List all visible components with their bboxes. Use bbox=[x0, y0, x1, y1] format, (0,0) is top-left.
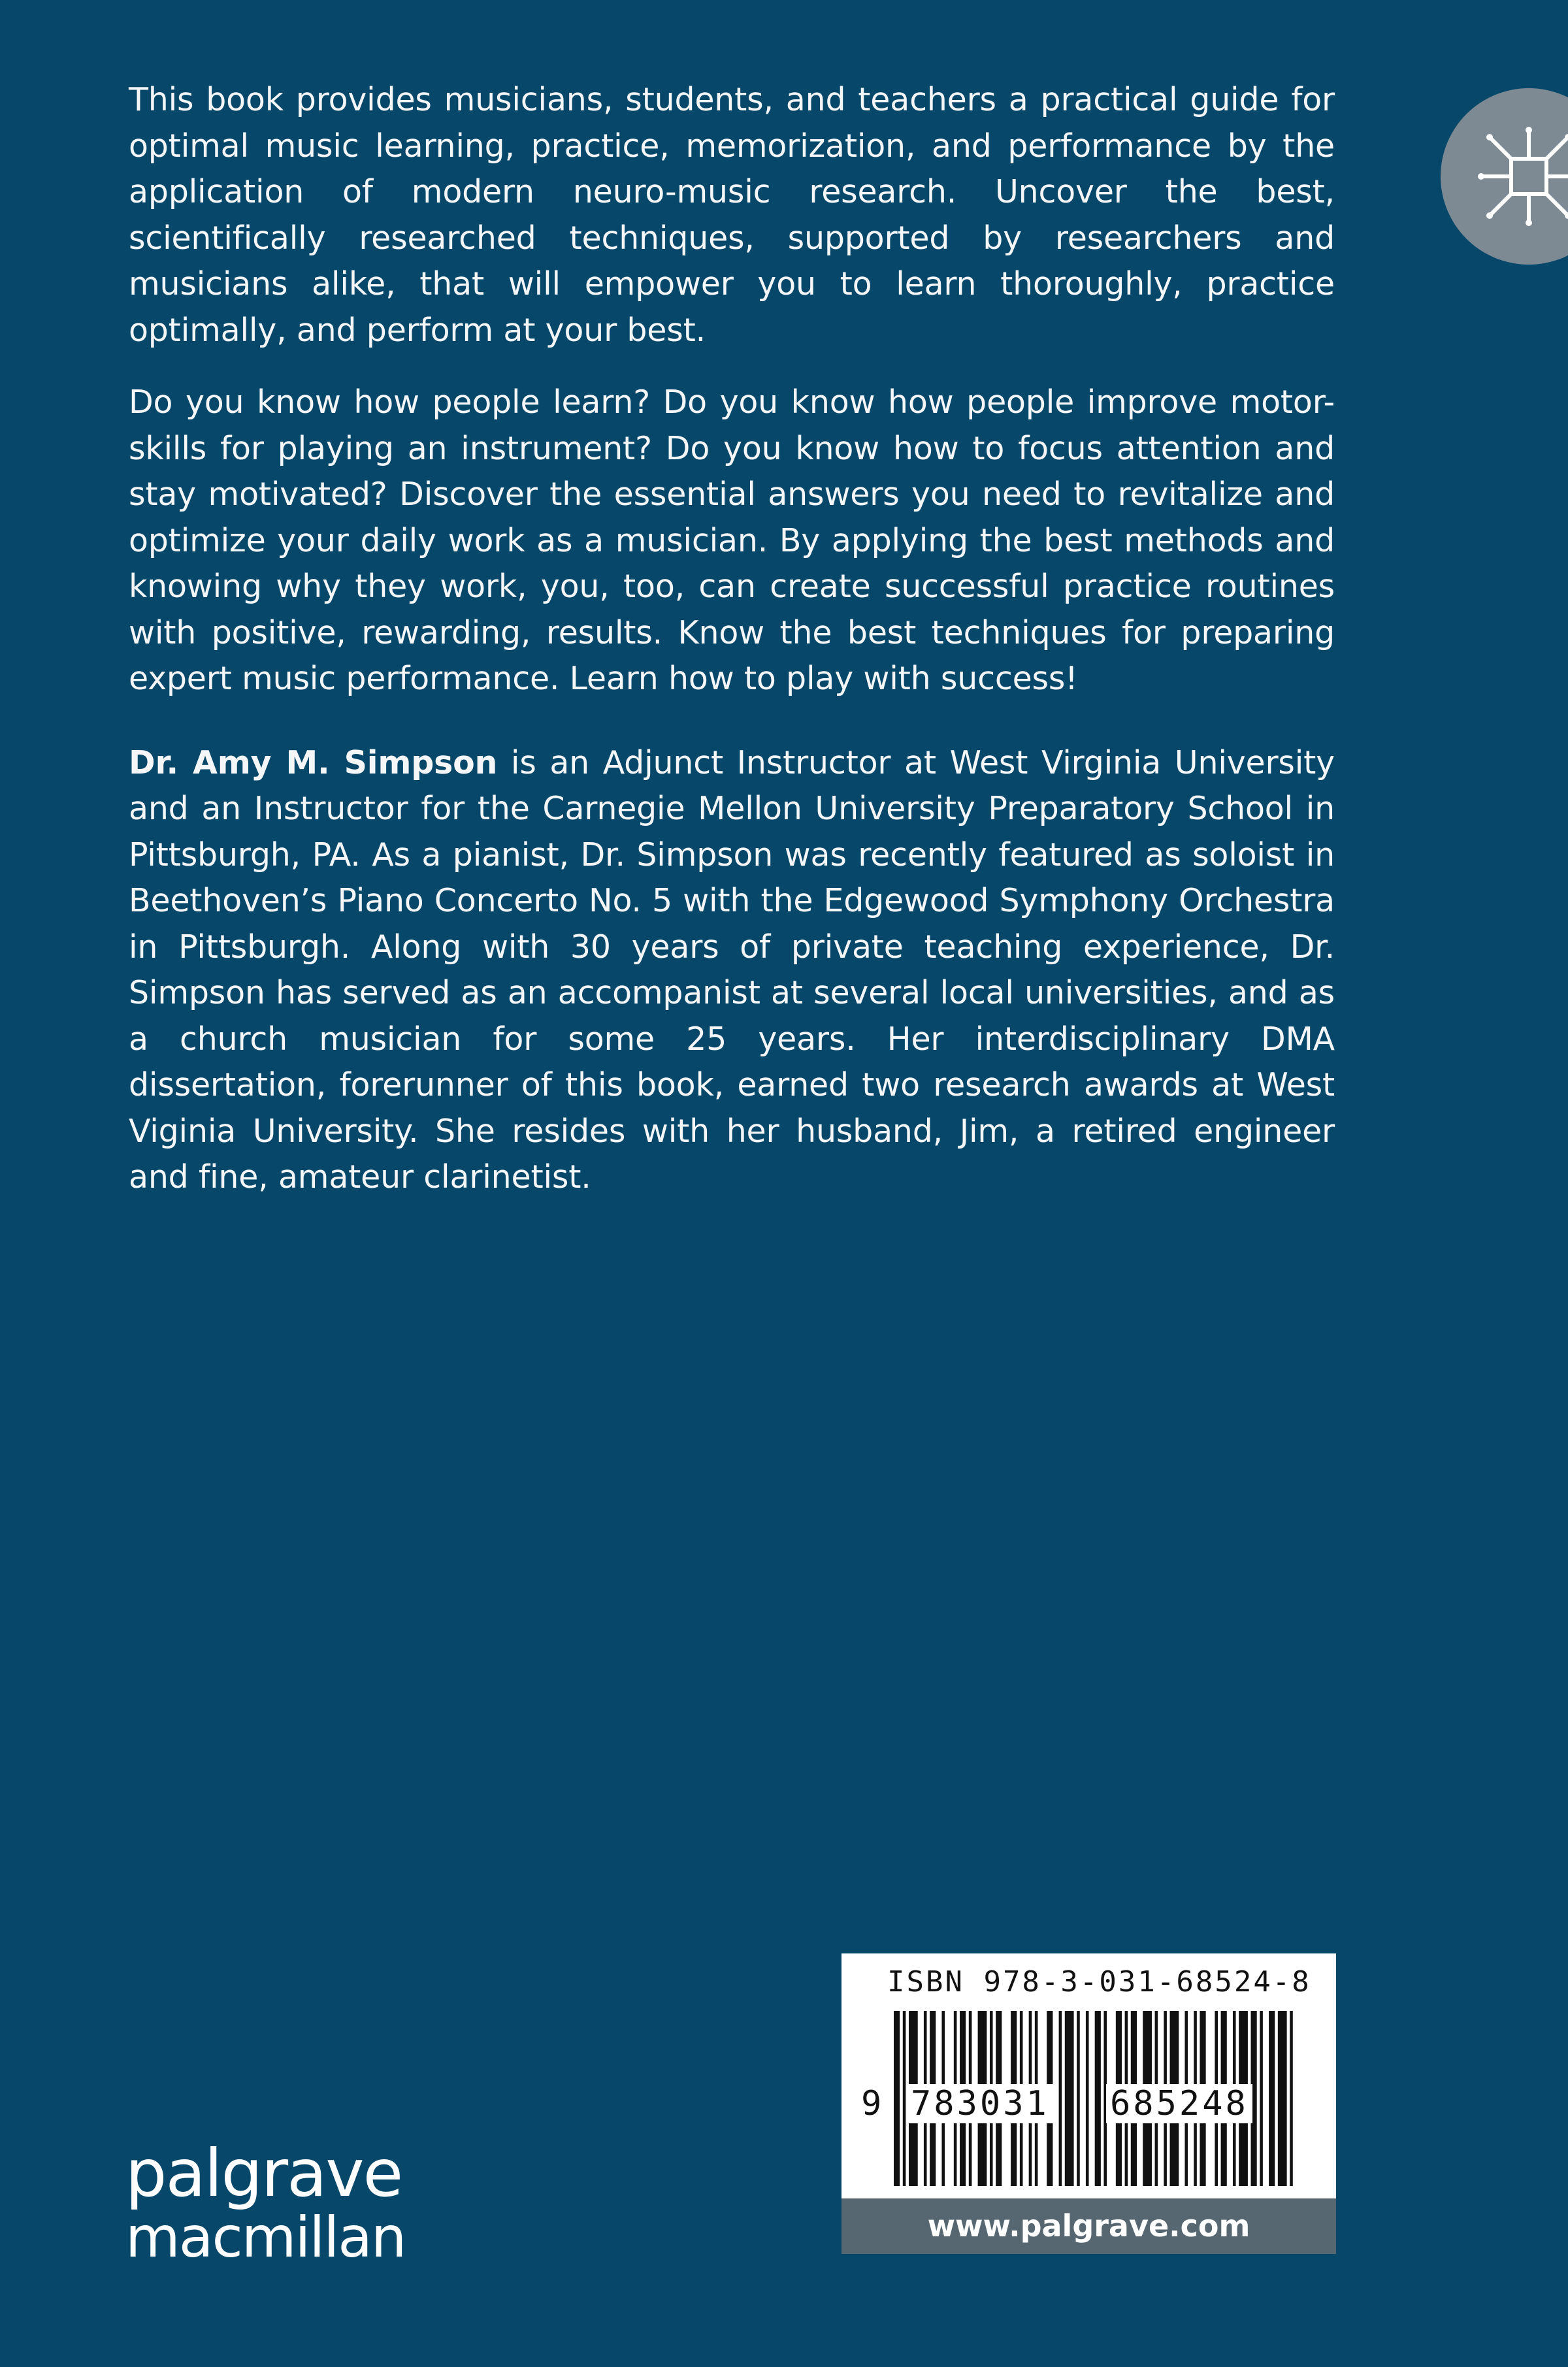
isbn-label: ISBN 978-3-031-68524-8 bbox=[887, 1965, 1311, 1999]
publisher-url: www.palgrave.com bbox=[841, 2198, 1336, 2254]
publisher-logo-line2: macmillan bbox=[125, 2205, 406, 2270]
blurb-text-block bbox=[129, 77, 1335, 1201]
blurb-paragraph-2: Do you know how people learn? Do you know how people improve motor-skills for playing an instrument? Do you know how to focus attention and stay motivated? Discover the essential answers you need to revitalize and optimize your daily work as a musician. By applying the best methods and knowing why they work, you, too, can create successful practice routines with positive, rewarding, results. Know the best techniques for preparing expert music performance. Learn how to play with success! bbox=[129, 384, 1335, 697]
isbn-barcode-box bbox=[841, 1953, 1336, 2198]
publisher-logo-line1: palgrave bbox=[125, 2135, 402, 2212]
author-bio-text: is an Adjunct Instructor at West Virginia University and an Instructor for the Carnegie Mellon University Preparatory School in Pittsburgh, PA. As a pianist, Dr. Simpson was recently featured as soloist in Beethoven’s Piano Concerto No. 5 with the Edgewood Symphony Orchestra in Pittsburgh. Along with 30 years of private teaching experience, Dr. Simpson has served as an accompanist at several local universities, and as a church musician for some 25 years. Her interdisciplinary DMA dissertation, forerunner of this book, earned two research awards at West Viginia University. She resides with her husband, Jim, a retired engineer and fine, amateur clarinetist. bbox=[129, 743, 1335, 1196]
barcode-digit-first: 9 bbox=[861, 2084, 882, 2123]
author-name: Dr. Amy M. Simpson bbox=[129, 743, 498, 781]
series-badge bbox=[1441, 88, 1568, 265]
publisher-logo bbox=[125, 2135, 406, 2270]
network-node-icon bbox=[1473, 121, 1568, 232]
barcode-digits-left: 783031 bbox=[907, 2084, 1053, 2123]
blurb-paragraph-1: This book provides musicians, students, and teachers a practical guide for optimal music learning, practice, memorization, and performance by the application of modern neuro-music research. Uncover the best, scientifically researched techniques, supported by researchers and musicians alike, that will empower you to learn thoroughly, practice optimally, and perform at your best. bbox=[129, 81, 1335, 349]
author-bio-paragraph bbox=[129, 740, 1335, 1201]
barcode-digits-right: 685248 bbox=[1106, 2084, 1252, 2123]
barcode-digits bbox=[841, 2084, 1336, 2130]
